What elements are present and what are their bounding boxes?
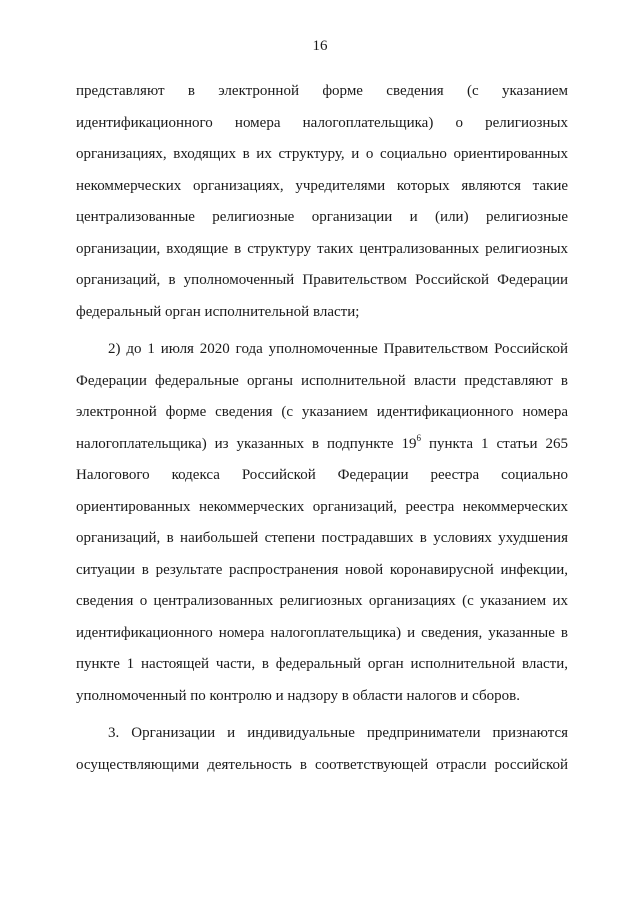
text-line: ориентированных некоммерческих организаций, реестра некоммерческих bbox=[76, 498, 568, 515]
text-segment: налогоплательщика) из указанных в подпункте 19 bbox=[76, 435, 417, 452]
text-line: уполномоченный по контролю и надзору в области налогов и сборов. bbox=[76, 687, 520, 704]
document-body bbox=[76, 76, 568, 781]
text-line: централизованные религиозные организации и (или) религиозные bbox=[76, 209, 568, 225]
text-line: 2) до 1 июля 2020 года уполномоченные Правительством Российской bbox=[108, 341, 568, 357]
text-line: представляют в электронной форме сведения (с указанием bbox=[76, 83, 568, 99]
text-line-with-superscript bbox=[76, 429, 568, 461]
paragraph-item-2 bbox=[76, 334, 568, 712]
superscript: 6 bbox=[416, 432, 422, 443]
text-line: идентификационного номера налогоплательщика) о религиозных bbox=[76, 114, 568, 131]
text-line: 3. Организации и индивидуальные предприниматели признаются bbox=[108, 725, 568, 741]
text-line: организаций, в уполномоченный Правительством Российской Федерации bbox=[76, 272, 568, 288]
text-line: организаций, в наибольшей степени пострадавших в условиях ухудшения bbox=[76, 530, 568, 546]
paragraph-continuation bbox=[76, 76, 568, 328]
text-line: осуществляющими деятельность в соответствующей отрасли российской bbox=[76, 756, 568, 773]
text-line: Налогового кодекса Российской Федерации реестра социально bbox=[76, 467, 568, 483]
text-line: федеральный орган исполнительной власти; bbox=[76, 303, 360, 320]
text-line: сведения о централизованных религиозных организациях (с указанием их bbox=[76, 593, 568, 609]
text-line: организациях, входящих в их структуру, и о социально ориентированных bbox=[76, 146, 568, 162]
page-number: 16 bbox=[312, 38, 328, 54]
text-line: организации, входящие в структуру таких централизованных религиозных bbox=[76, 240, 568, 257]
text-line: некоммерческих организациях, учредителями которых являются такие bbox=[76, 177, 568, 194]
paragraph-item-3 bbox=[76, 718, 568, 781]
text-line: Федерации федеральные органы исполнительной власти представляют в bbox=[76, 372, 568, 389]
text-line: электронной форме сведения (с указанием идентификационного номера bbox=[76, 404, 568, 420]
text-line: идентификационного номера налогоплательщика) и сведения, указанные в bbox=[76, 624, 568, 641]
text-line: ситуации в результате распространения новой коронавирусной инфекции, bbox=[76, 561, 568, 578]
text-segment: пункта 1 статьи 265 bbox=[421, 435, 568, 452]
text-line: пункте 1 настоящей части, в федеральный орган исполнительной власти, bbox=[76, 656, 568, 672]
